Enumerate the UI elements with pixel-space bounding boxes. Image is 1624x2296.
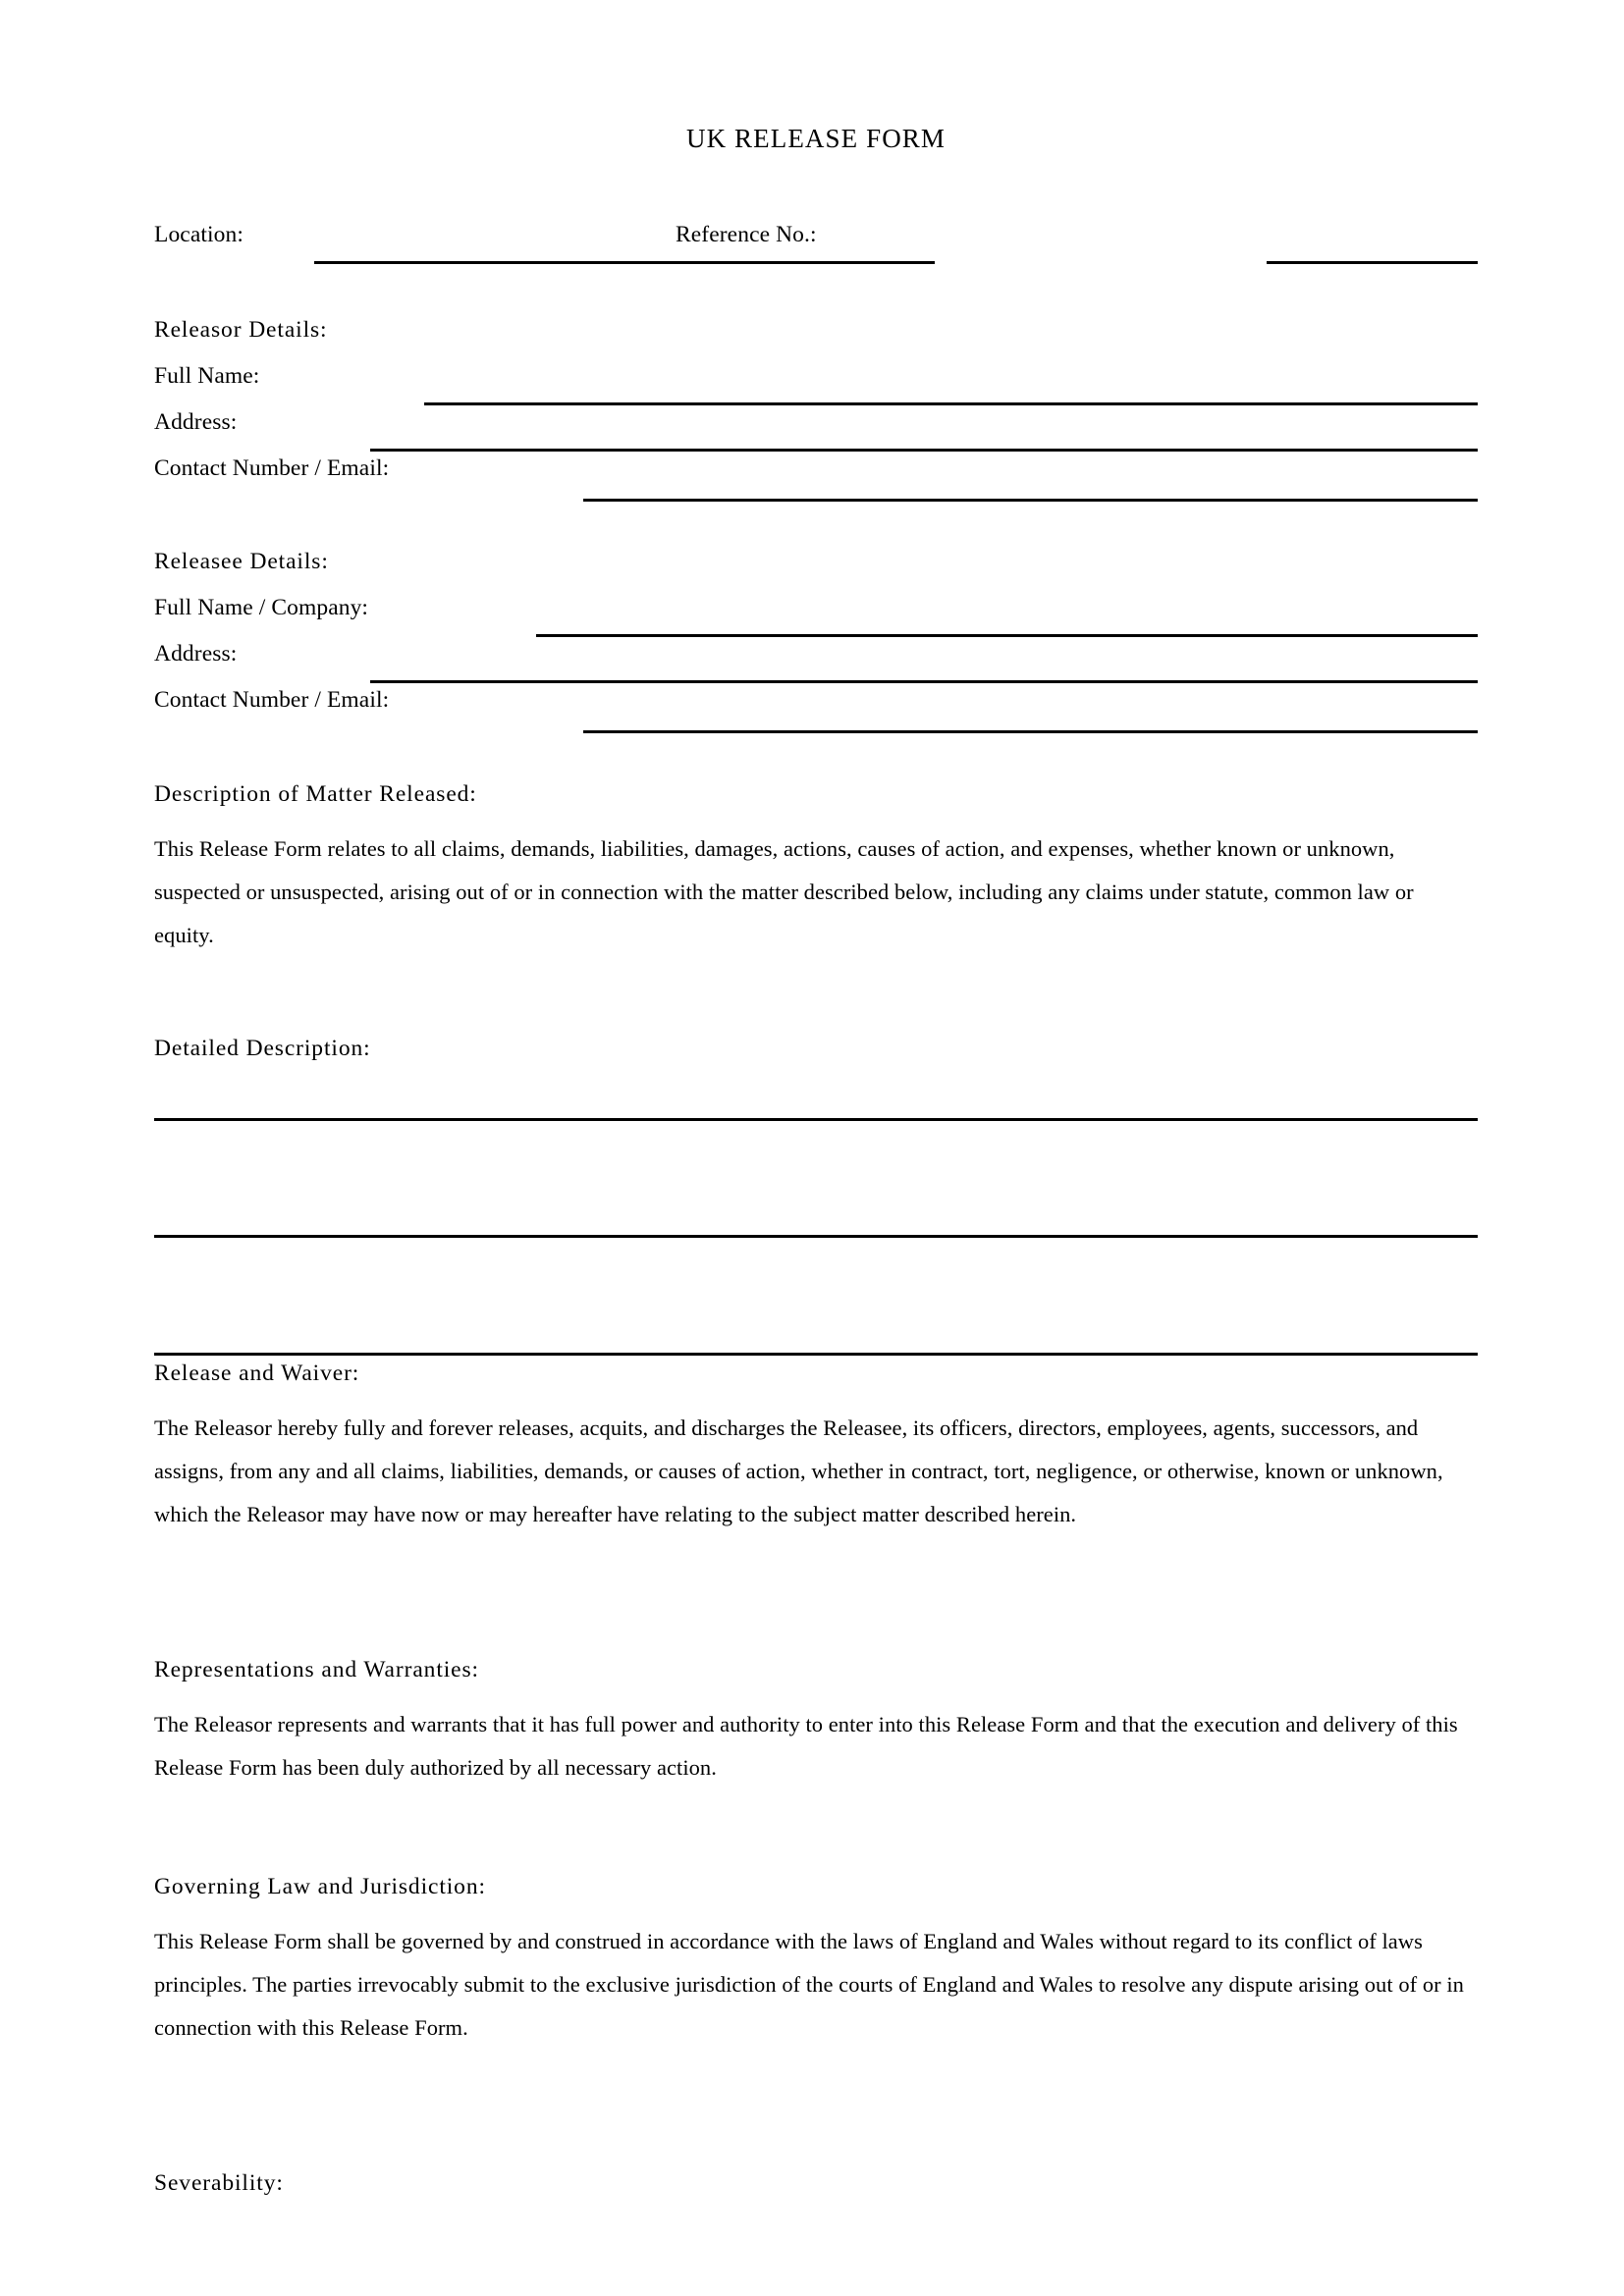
releasee-details-heading: Releasee Details: [154,549,329,574]
releasor-contact-input-line[interactable] [583,499,1478,502]
releasee-contact-input-line[interactable] [583,730,1478,733]
releasee-contact-label: Contact Number / Email: [154,687,390,713]
detailed-description-heading: Detailed Description: [154,1036,371,1061]
releasor-contact-label: Contact Number / Email: [154,455,390,481]
releasor-details-heading: Releasor Details: [154,317,328,343]
governing-law-heading: Governing Law and Jurisdiction: [154,1874,486,1899]
releasee-full-name-input-line[interactable] [536,634,1478,637]
description-of-matter-body: This Release Form relates to all claims, demands, liabilities, damages, actions, causes of action, and expenses, whether known or unknown, suspected or unsuspected, arising out of or in connection with the matter described below, including any claims under statute, common law or equity. [154,836,1414,947]
reference-number-label: Reference No.: [676,222,817,247]
severability-heading: Severability: [154,2170,284,2196]
description-of-matter-heading: Description of Matter Released: [154,781,477,807]
detailed-description-input-line-1[interactable] [154,1118,1478,1121]
releasee-address-label: Address: [154,641,238,667]
releasor-address-input-line[interactable] [370,449,1478,452]
representations-and-warranties-body: The Releasor represents and warrants that it has full power and authority to enter into this Release Form and that the execution and delivery of this Release Form has been duly authorized by all necessary action. [154,1712,1458,1780]
releasee-address-input-line[interactable] [370,680,1478,683]
page-title: UK RELEASE FORM [685,124,947,153]
detailed-description-input-line-3[interactable] [154,1353,1478,1356]
governing-law-body: This Release Form shall be governed by and construed in accordance with the laws of England and Wales without regard to its conflict of laws principles. The parties irrevocably submit to the exclusive jurisdiction of the courts of England and Wales to resolve any dispute arising out of or in connection with this Release Form. [154,1929,1464,2040]
release-and-waiver-heading: Release and Waiver: [154,1361,360,1386]
releasee-full-name-label: Full Name / Company: [154,595,369,620]
releasor-address-label: Address: [154,409,238,435]
reference-number-input-line[interactable] [1267,261,1478,264]
releasor-full-name-input-line[interactable] [424,402,1478,405]
release-and-waiver-body: The Releasor hereby fully and forever releases, acquits, and discharges the Releasee, its officers, directors, employees, agents, successors, and assigns, from any and all claims, liabilities, demands, or causes of action, whether in contract, tort, negligence, or otherwise, known or unknown, which the Releasor may have now or may hereafter have relating to the subject matter described herein. [154,1415,1443,1526]
releasor-full-name-label: Full Name: [154,363,260,389]
detailed-description-input-line-2[interactable] [154,1235,1478,1238]
document-content [154,0,1478,2196]
representations-and-warranties-heading: Representations and Warranties: [154,1657,479,1682]
location-input-line[interactable] [314,261,935,264]
location-label: Location: [154,222,244,247]
